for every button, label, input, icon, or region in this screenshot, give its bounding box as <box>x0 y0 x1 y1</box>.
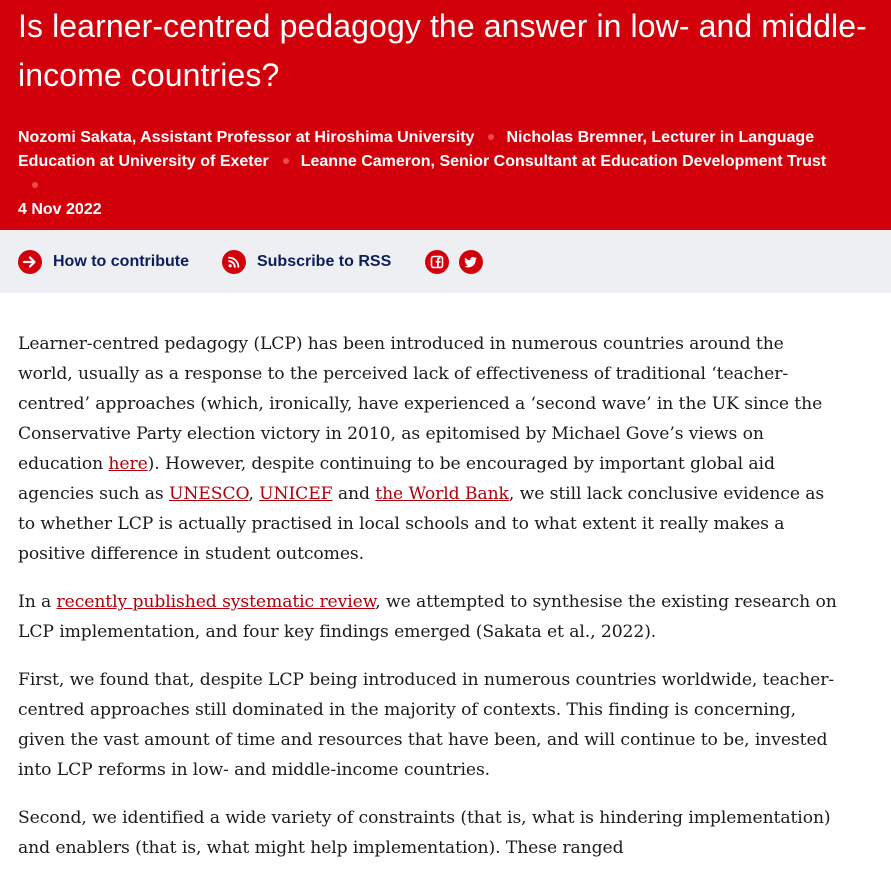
paragraph-4: Second, we identified a wide variety of constraints (that is, what is hindering implementation) and enablers (that is, what might help implementation). These ranged <box>18 808 831 858</box>
bullet-separator <box>283 158 289 164</box>
link-systematic-review[interactable]: recently published systematic review <box>56 592 376 612</box>
article-title: Is learner-centred pedagogy the answer in low- and middle-income countries? <box>18 8 867 93</box>
facebook-icon[interactable] <box>425 250 449 274</box>
article-body <box>0 293 856 863</box>
how-to-contribute-link[interactable] <box>18 250 189 274</box>
article-date: 4 Nov 2022 <box>18 201 102 218</box>
bullet-separator <box>488 134 494 140</box>
subscribe-rss-label: Subscribe to RSS <box>256 252 392 270</box>
article-header <box>0 0 891 230</box>
author-2: Nicholas Bremner, Lecturer in Language Education at University of Exeter <box>18 129 815 170</box>
subscribe-rss-link[interactable] <box>222 250 391 274</box>
twitter-icon[interactable] <box>459 250 483 274</box>
paragraph-2: In a recently published systematic review, we attempted to synthesise the existing research on LCP implementation, and four key findings emerged (Sakata et al., 2022). <box>18 592 837 642</box>
action-bar <box>0 230 891 293</box>
paragraph-1: Learner-centred pedagogy (LCP) has been introduced in numerous countries around the world, usually as a response to the perceived lack of effectiveness of traditional ‘teacher-centred’ approaches (which, ironically, have experienced a ‘second wave’ in the UK since the Conservative Party election victory in 2010, as epitomised by Michael Gove’s views on education here). However, despite continuing to be encouraged by important global aid agencies such as UNESCO, UNICEF and the World Bank, we still lack conclusive evidence as to whether LCP is actually practised in local schools and to what extent it really makes a positive difference in student outcomes. <box>18 334 825 564</box>
article-byline <box>18 126 848 222</box>
author-1: Nozomi Sakata, Assistant Professor at Hiroshima University <box>18 129 475 146</box>
link-world-bank[interactable]: the World Bank <box>375 484 509 504</box>
bullet-separator <box>32 182 38 188</box>
rss-icon <box>222 250 246 274</box>
author-3: Leanne Cameron, Senior Consultant at Education Development Trust <box>300 153 827 170</box>
arrow-right-icon <box>18 250 42 274</box>
link-here[interactable]: here <box>108 454 148 474</box>
how-to-contribute-label: How to contribute <box>53 252 189 270</box>
social-share <box>425 250 493 274</box>
paragraph-3: First, we found that, despite LCP being introduced in numerous countries worldwide, teacher-centred approaches still dominated in the majority of contexts. This finding is concerning, given the vast amount of time and resources that have been, and will continue to be, invested into LCP reforms in low- and middle-income countries. <box>18 670 835 780</box>
link-unicef[interactable]: UNICEF <box>259 484 333 504</box>
link-unesco[interactable]: UNESCO <box>168 484 249 504</box>
